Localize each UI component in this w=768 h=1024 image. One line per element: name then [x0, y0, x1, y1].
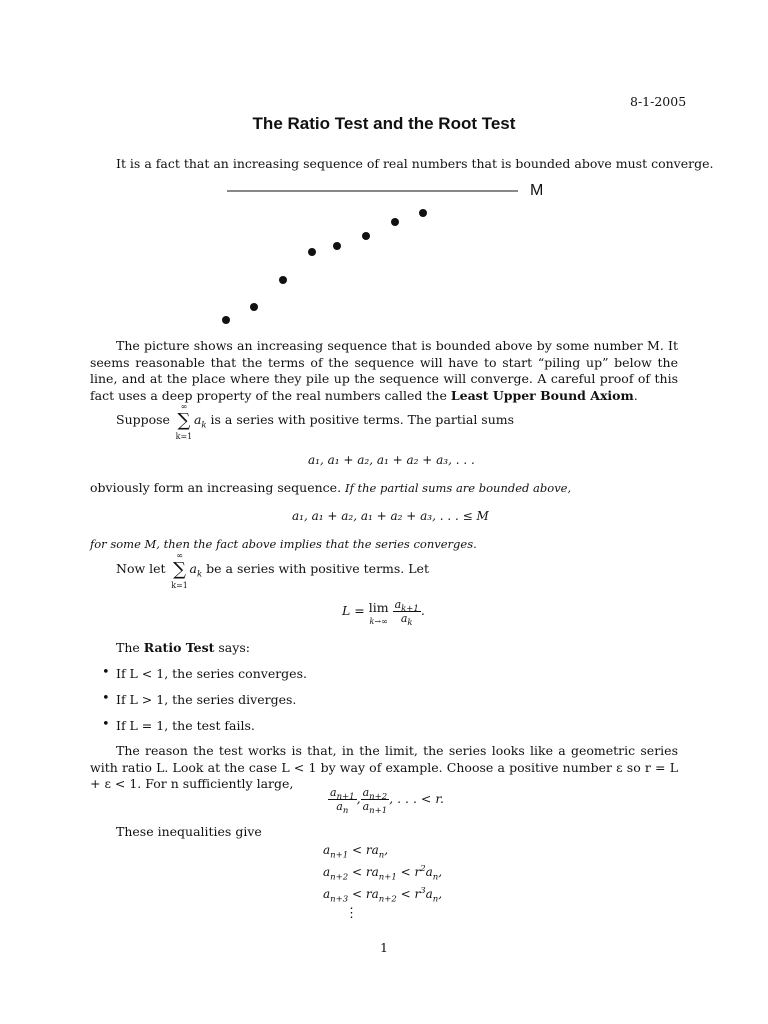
these-inequalities-line: These inequalities give [116, 824, 262, 839]
sequence-point [419, 209, 427, 217]
fraction-denominator-index: k [407, 618, 413, 629]
limit-definition [342, 598, 425, 629]
sequence-points [222, 209, 427, 324]
bullet-marker: • [102, 665, 110, 680]
bullet-item: If L = 1, the test fails. [116, 718, 255, 733]
partial-sums-expression: a₁, a₁ + a₂, a₁ + a₂ + a₃, . . . [308, 453, 475, 467]
sequence-point [279, 276, 287, 284]
least-upper-bound-term: Least Upper Bound Axiom [450, 387, 634, 403]
sequence-point [250, 303, 258, 311]
ratio-test-rest: says: [218, 640, 250, 655]
fraction-denominator-index: n [342, 806, 349, 817]
sequence-figure [215, 180, 560, 330]
paragraph-reason: The reason the test works is that, in the limit, the series looks like a geometric series with ratio L. Look at the case L < 1 by way of example. Choose a positive number ε so r = L + ε < 1. For n sufficiently large, [90, 743, 678, 791]
sequence-point [222, 316, 230, 324]
fraction-numerator: a [330, 786, 337, 799]
sum-lower-limit: k=1 [171, 580, 188, 590]
bounded-sums-expression: a₁, a₁ + a₂, a₁ + a₂ + a₃, . . . ≤ M [292, 509, 489, 523]
fraction-denominator-index: n+1 [369, 806, 388, 817]
fraction-numerator-index: n+1 [336, 792, 355, 803]
now-let-lead: Now let [116, 561, 166, 576]
limit-end: . [420, 603, 425, 618]
fraction-denominator: a [400, 612, 408, 625]
summation-symbol: ∞ ∑ k=1 [175, 401, 193, 441]
ratio-fraction [328, 786, 357, 817]
for-some-m-line: for some M, then the fact above implies that the series converges. [90, 537, 477, 551]
inequality-line: $a_{n+1} < ra_n$, [323, 843, 389, 861]
page-number: 1 [380, 940, 388, 955]
sum-lower-limit: k=1 [175, 431, 193, 441]
sum-term: a [193, 412, 202, 427]
ratio-fraction [393, 598, 421, 629]
suppose-rest: is a series with positive terms. The partial sums [210, 412, 515, 427]
bullet-item: If L > 1, the series diverges. [116, 692, 297, 707]
paragraph-picture [90, 338, 678, 404]
fraction-numerator-index: k+1 [401, 604, 419, 615]
now-let-rest: be a series with positive terms. Let [206, 561, 429, 576]
sequence-point [362, 232, 370, 240]
ratio-test-term: Ratio Test [143, 640, 215, 655]
sum-term: a [189, 561, 197, 576]
limit-lhs: L = [342, 603, 365, 618]
ratio-test-lead: The [116, 640, 140, 655]
sum-upper-limit: ∞ [180, 401, 188, 411]
suppose-lead: Suppose [116, 412, 170, 427]
now-let-line [116, 550, 429, 590]
fraction-numerator-index: n+2 [369, 792, 388, 803]
sequence-point [333, 242, 341, 250]
inequality-line: $a_{n+2} < ra_{n+1} < r^2a_n$, [323, 864, 443, 883]
sum-upper-limit: ∞ [176, 550, 183, 560]
bound-label-m: M [530, 182, 544, 199]
sequence-point [391, 218, 399, 226]
bullet-marker: • [102, 717, 110, 732]
lim-operator [369, 598, 389, 626]
obviously-italic: If the partial sums are bounded above, [345, 481, 572, 495]
lim-subscript: k→∞ [369, 617, 388, 626]
sum-term-index: k [197, 569, 203, 580]
obviously-line [90, 480, 571, 496]
sum-term-index: k [201, 420, 207, 431]
ratio-inequality-rest: , . . . < r. [389, 791, 444, 806]
fraction-denominator: a [362, 800, 370, 813]
date-header: 8-1-2005 [630, 94, 687, 109]
ratio-test-line [116, 640, 250, 656]
ratio-inequality: $\frac{a_{n+1}}{a_n}$ , $\frac{a_{n+2}}{a_{n+1}}$ , . . . < r. [330, 786, 444, 817]
fraction-numerator: a [394, 598, 402, 611]
fraction-denominator: a [336, 800, 343, 813]
paragraph-picture-end: . [633, 387, 638, 403]
paragraph-picture-text: The picture shows an increasing sequence that is bounded above by some number M. It seems reasonable that the terms of the sequence will have to start “piling up” below the line, and at the place where they pile up the sequence will converge. A careful proof of this fact uses a deep property of the real numbers called the [90, 338, 678, 403]
intro-sentence: It is a fact that an increasing sequence of real numbers that is bounded above must converge. [116, 156, 714, 171]
ratio-fraction [361, 786, 390, 817]
suppose-line [116, 401, 515, 441]
bullet-item: If L < 1, the series converges. [116, 666, 307, 681]
bullet-marker: • [102, 691, 110, 706]
lim-word: lim [368, 600, 389, 615]
sequence-point [308, 248, 316, 256]
vertical-dots: ⋮ [345, 906, 358, 921]
obviously-text: obviously form an increasing sequence. [90, 480, 342, 495]
inequality-line: $a_{n+3} < ra_{n+2} < r^3a_n$, [323, 886, 443, 905]
fraction-numerator: a [362, 786, 370, 799]
summation-symbol: ∞ ∑ k=1 [171, 550, 188, 590]
page-title: The Ratio Test and the Root Test [252, 114, 516, 133]
